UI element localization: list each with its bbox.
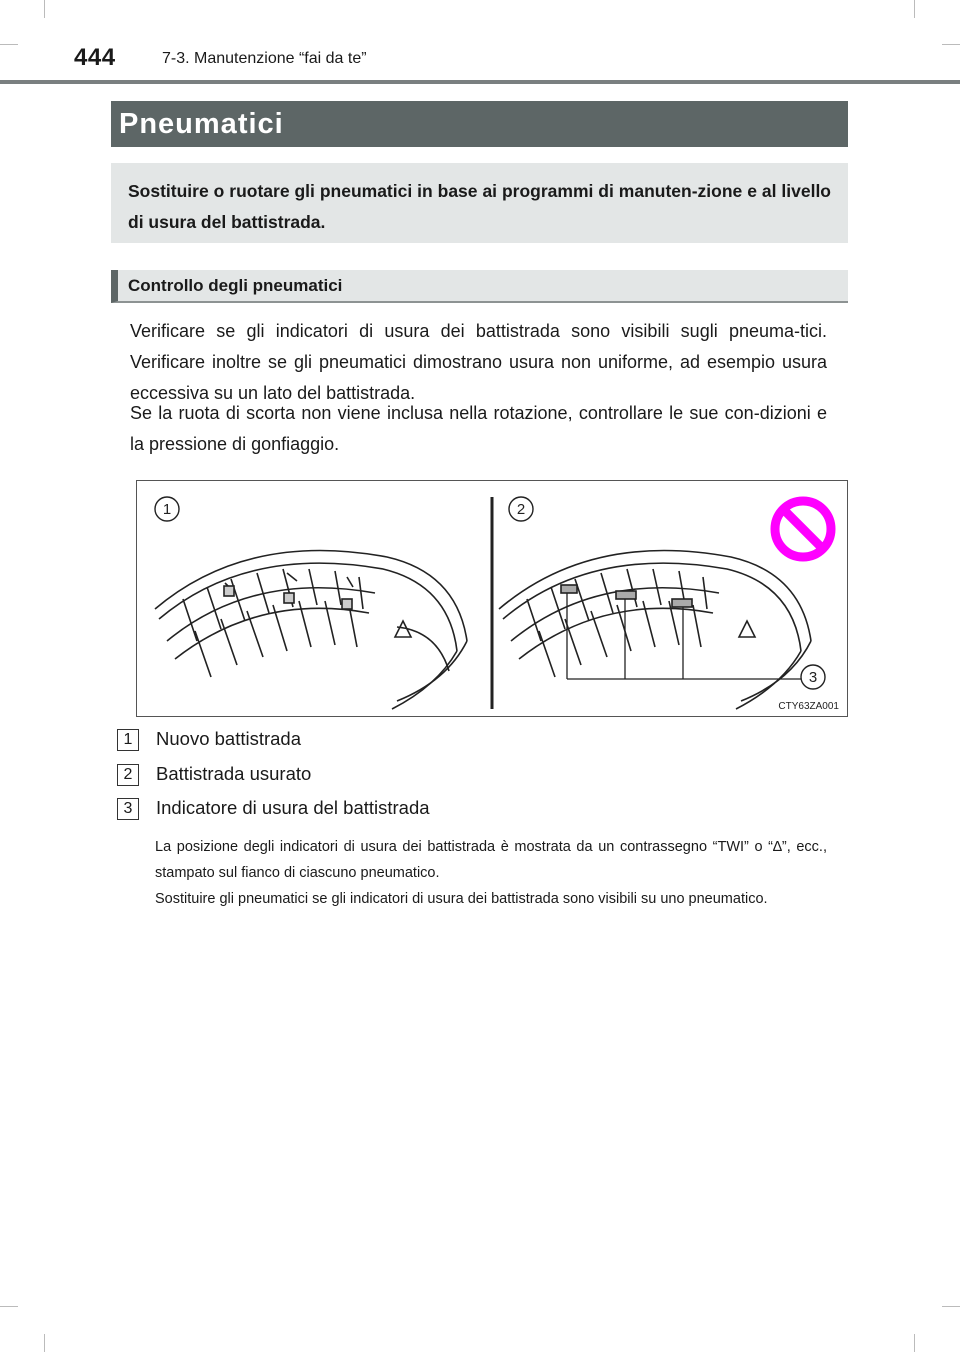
crop-mark: [0, 1306, 18, 1307]
legend-label: Battistrada usurato: [156, 763, 312, 784]
callout-3: [801, 665, 825, 689]
page-number: 444: [74, 44, 116, 71]
tire-illustration: [136, 480, 848, 717]
header-rule: [0, 80, 960, 84]
crop-mark: [942, 1306, 960, 1307]
subsection-title: Controllo degli pneumatici: [111, 270, 848, 303]
svg-text:3: 3: [808, 669, 818, 686]
crop-mark: [44, 0, 45, 18]
new-tread-tire: [155, 551, 467, 710]
legend-number: 2: [117, 764, 139, 786]
crop-mark: [942, 44, 960, 45]
crop-mark: [44, 1334, 45, 1352]
callout-1: [155, 497, 179, 521]
section-label: 7-3. Manutenzione “fai da te”: [162, 50, 367, 67]
tire-illustration-svg: [137, 481, 848, 717]
note-paragraph: Sostituire gli pneumatici se gli indicatori di usura dei battistrada sono visibili su uno pneumatico.: [155, 891, 768, 907]
crop-mark: [0, 44, 18, 45]
svg-text:2: 2: [516, 501, 526, 518]
legend-label: Indicatore di usura del battistrada: [156, 797, 430, 818]
callout-2: [509, 497, 533, 521]
svg-text:1: 1: [162, 501, 172, 518]
body-paragraph: Verificare se gli indicatori di usura dei battistrada sono visibili sugli pneuma-tici. Verificare inoltre se gli pneumatici dimostrano usura non uniforme, ad esempio usura eccessiva su un lato del battistrada.: [130, 321, 827, 403]
legend-label: Nuovo battistrada: [156, 728, 302, 749]
body-paragraph: Se la ruota di scorta non viene inclusa nella rotazione, controllare le sue con-dizioni e la pressione di gonfiaggio.: [130, 403, 827, 454]
intro-box: Sostituire o ruotare gli pneumatici in base ai programmi di manuten-zione e al livello di usura del battistrada.: [111, 163, 848, 243]
note-paragraph: La posizione degli indicatori di usura dei battistrada è mostrata da un contrassegno “TWI” o “∆”, ecc., stampato sul fianco di ciascuno pneumatico.: [155, 839, 827, 881]
worn-tread-tire: [499, 551, 811, 710]
legend-number: 1: [117, 729, 139, 751]
crop-mark: [914, 0, 915, 18]
crop-mark: [914, 1334, 915, 1352]
figure-code: CTY63ZA001: [778, 701, 839, 712]
legend-number: 3: [117, 798, 139, 820]
prohibition-icon: [775, 501, 831, 557]
page-title: Pneumatici: [111, 101, 848, 147]
